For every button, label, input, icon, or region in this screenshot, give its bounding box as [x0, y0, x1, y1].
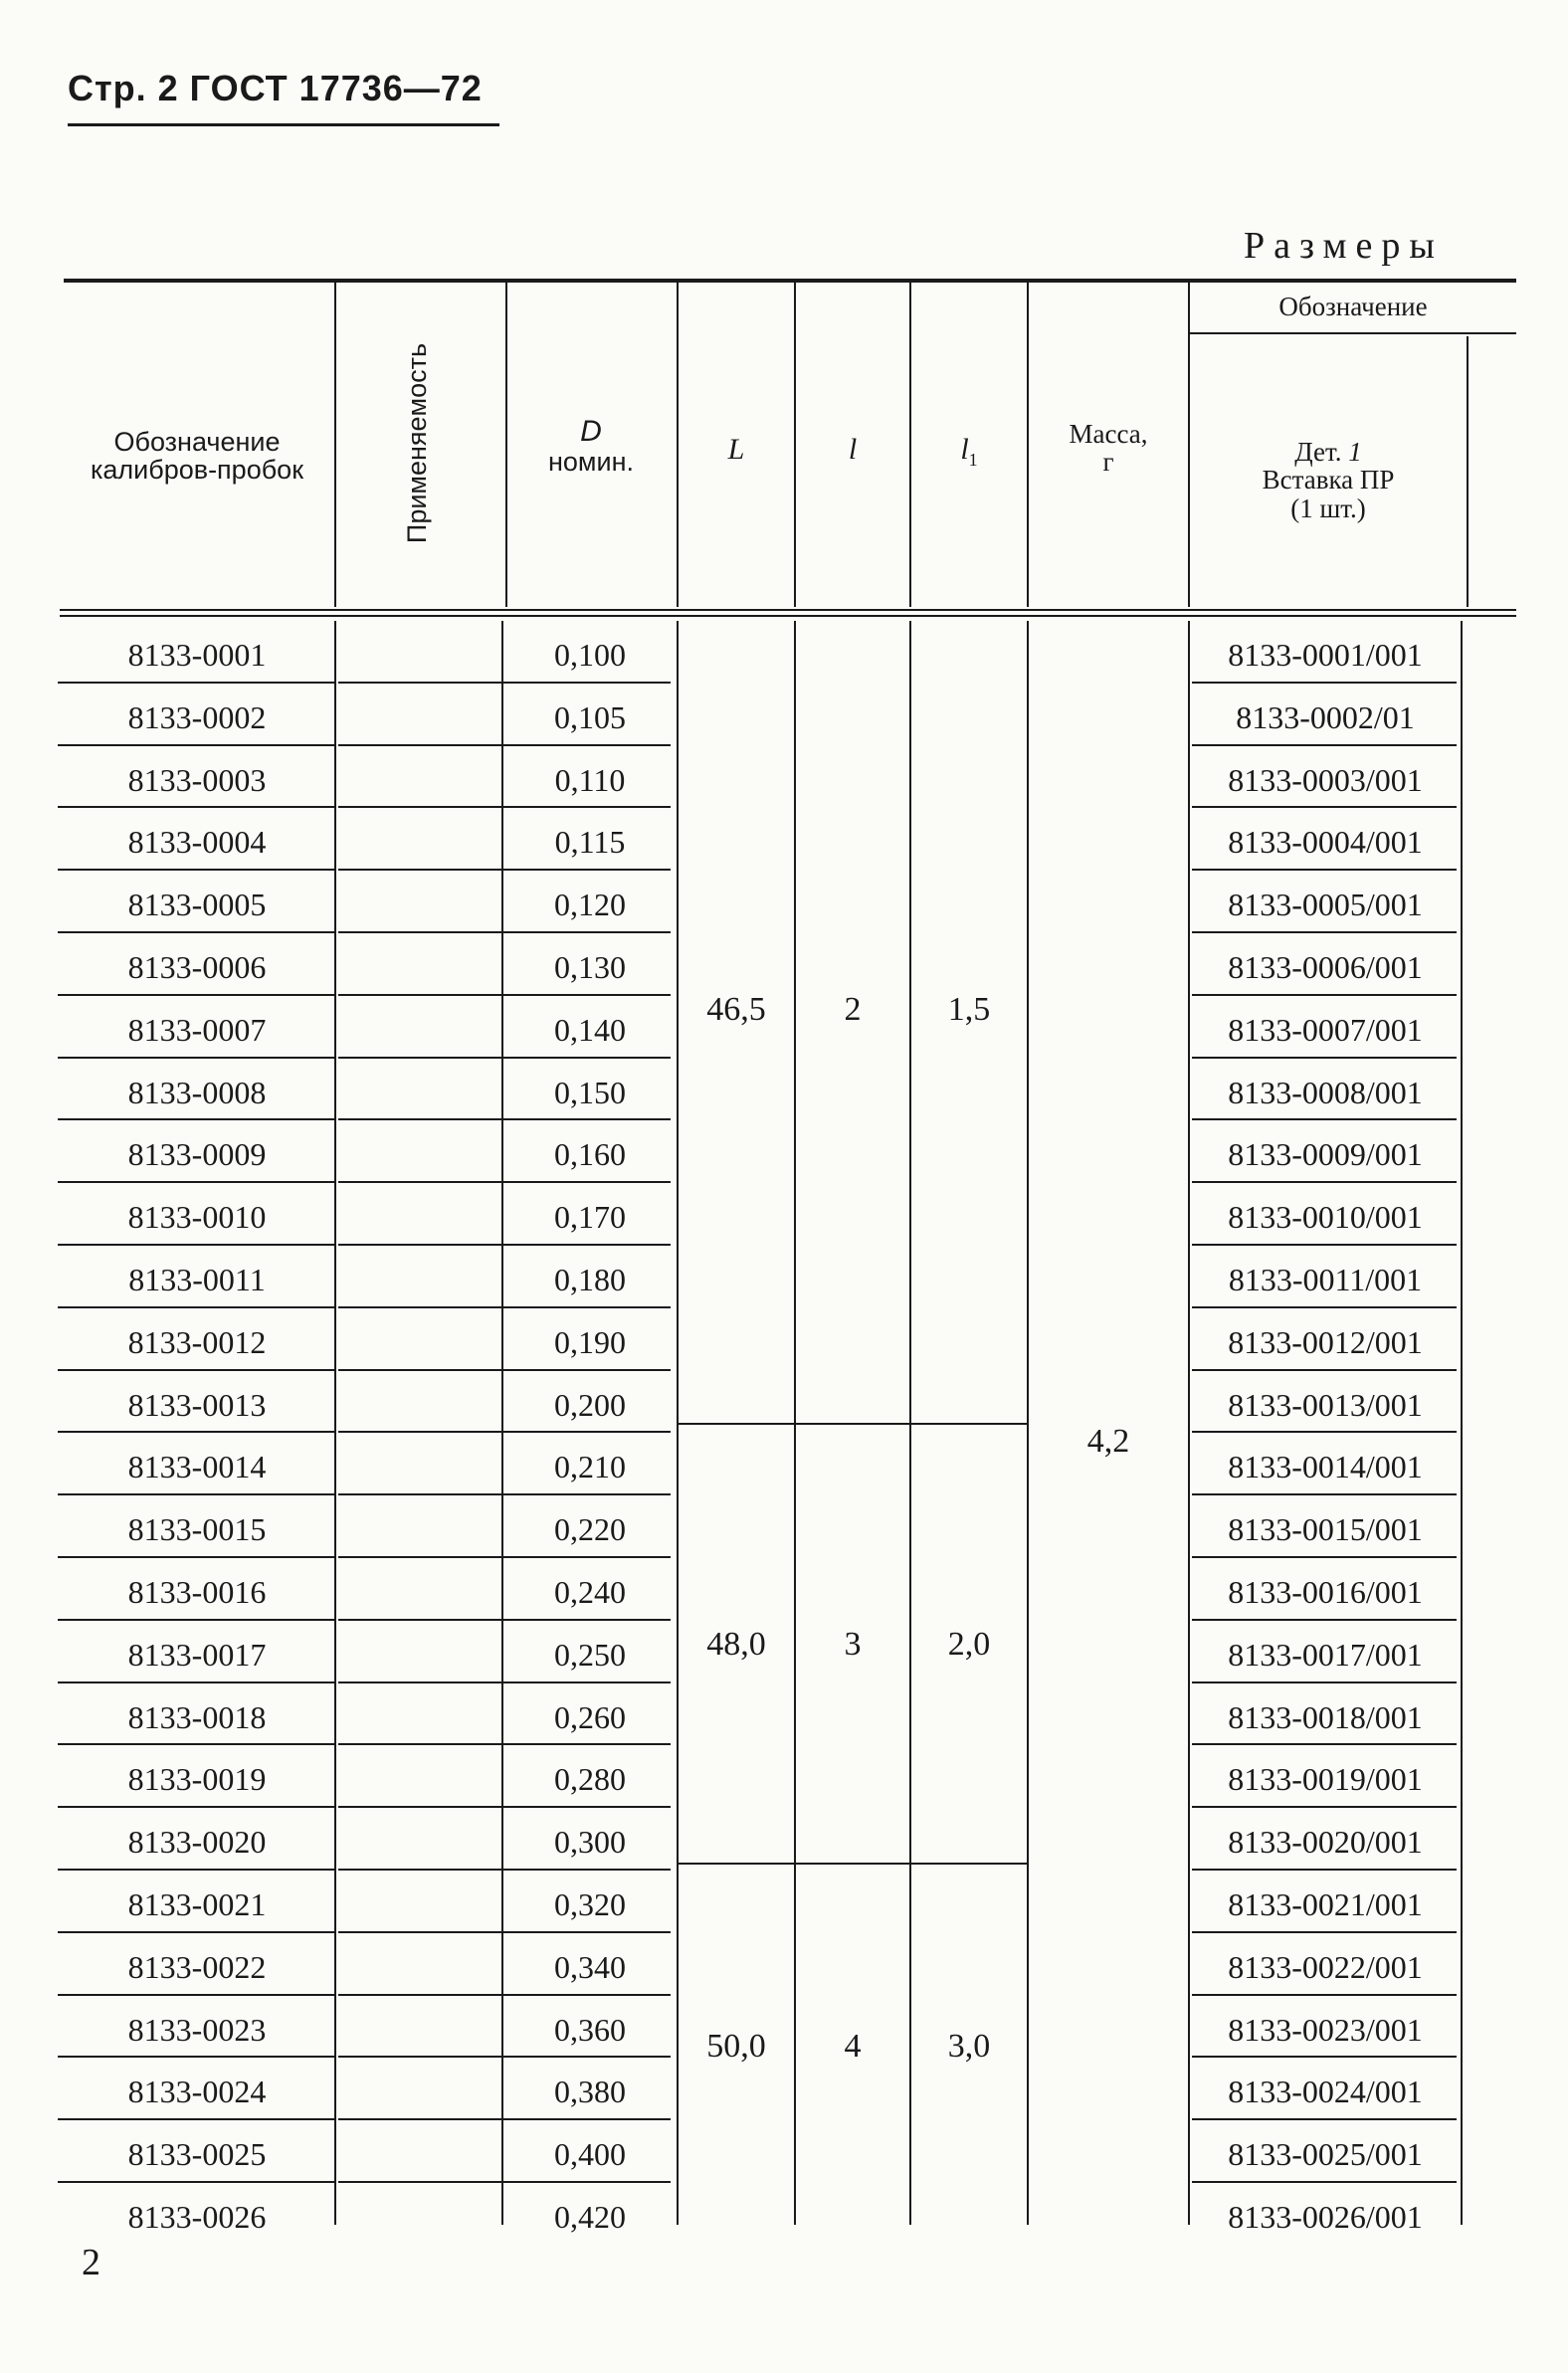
- row-rule: [338, 682, 501, 684]
- row-code: 8133-0025: [127, 2136, 267, 2173]
- row-rule: [338, 869, 501, 871]
- row-part: 8133-0007/001: [1228, 1011, 1423, 1048]
- row-rule: [58, 1743, 334, 1745]
- row-rule: [58, 1244, 334, 1246]
- row-part: 8133-0023/001: [1228, 2011, 1423, 2048]
- row-rule: [503, 1806, 671, 1808]
- row-d: 0,420: [554, 2199, 626, 2235]
- header-divider: [1467, 336, 1469, 607]
- row-rule: [338, 1181, 501, 1183]
- table-top-rule: [64, 279, 1516, 283]
- row-rule: [338, 806, 501, 808]
- row-rule: [58, 1556, 334, 1558]
- row-part: 8133-0008/001: [1228, 1074, 1423, 1110]
- row-rule: [338, 1994, 501, 1996]
- row-rule: [503, 1369, 671, 1371]
- col-divider-mass: [1027, 621, 1029, 2225]
- row-rule: [58, 2056, 334, 2058]
- row-d: 0,130: [554, 949, 626, 985]
- row-rule: [58, 1994, 334, 1996]
- row-rule: [338, 1369, 501, 1371]
- row-code: 8133-0002: [127, 698, 267, 735]
- row-code: 8133-0020: [127, 1824, 267, 1861]
- row-d: 0,140: [554, 1011, 626, 1048]
- row-rule: [1192, 682, 1457, 684]
- row-d: 0,340: [554, 1948, 626, 1985]
- mass-value: 4,2: [1086, 1423, 1130, 1460]
- col-divider-part-right: [1461, 621, 1463, 2225]
- row-rule: [1192, 1181, 1457, 1183]
- row-rule: [503, 682, 671, 684]
- row-code: 8133-0016: [127, 1574, 267, 1610]
- row-rule: [503, 1118, 671, 1120]
- row-rule: [1192, 1369, 1457, 1371]
- group-3-L: 50,0: [706, 2028, 766, 2065]
- col-divider-applicability: [334, 621, 336, 2225]
- row-rule: [338, 1806, 501, 1808]
- row-code: 8133-0001: [127, 637, 267, 673]
- row-rule: [58, 1806, 334, 1808]
- row-code: 8133-0023: [127, 2011, 267, 2048]
- row-rule: [58, 1869, 334, 1871]
- row-rule: [58, 2181, 334, 2183]
- row-part: 8133-0013/001: [1228, 1386, 1423, 1423]
- row-part: 8133-0004/001: [1228, 824, 1423, 861]
- row-rule: [1192, 1244, 1457, 1246]
- row-rule: [58, 1057, 334, 1059]
- row-rule: [503, 1869, 671, 1871]
- row-rule: [1192, 806, 1457, 808]
- row-code: 8133-0026: [127, 2199, 267, 2235]
- row-part: 8133-0006/001: [1228, 949, 1423, 985]
- group-2-l1: 2,0: [947, 1626, 991, 1663]
- row-rule: [338, 2056, 501, 2058]
- row-code: 8133-0013: [127, 1386, 267, 1423]
- row-rule: [503, 1244, 671, 1246]
- header-L: L: [727, 433, 745, 466]
- row-rule: [1192, 869, 1457, 871]
- group-1-l: 2: [844, 991, 862, 1028]
- row-d: 0,105: [554, 698, 626, 735]
- row-part: 8133-0005/001: [1228, 887, 1423, 923]
- row-rule: [503, 1931, 671, 1933]
- row-d: 0,280: [554, 1761, 626, 1798]
- row-rule: [503, 869, 671, 871]
- row-part: 8133-0009/001: [1228, 1136, 1423, 1173]
- row-rule: [58, 1681, 334, 1683]
- row-rule: [58, 1369, 334, 1371]
- row-part: 8133-0011/001: [1228, 1262, 1423, 1297]
- row-rule: [58, 1931, 334, 1933]
- row-rule: [1192, 1806, 1457, 1808]
- row-rule: [1192, 744, 1457, 746]
- row-d: 0,360: [554, 2011, 626, 2048]
- row-code: 8133-0003: [127, 761, 267, 798]
- row-rule: [1192, 1306, 1457, 1308]
- group-separator: [677, 1423, 1027, 1425]
- row-rule: [58, 1619, 334, 1621]
- row-rule: [1192, 1869, 1457, 1871]
- row-code: 8133-0008: [127, 1074, 267, 1110]
- row-code: 8133-0024: [127, 2074, 267, 2110]
- page-header: Стр. 2 ГОСТ 17736—72: [68, 68, 483, 108]
- row-code: 8133-0009: [127, 1136, 267, 1173]
- row-d: 0,300: [554, 1824, 626, 1861]
- row-rule: [338, 1306, 501, 1308]
- row-rule: [1192, 994, 1457, 996]
- header-group-designation: Обозначение: [1278, 292, 1428, 321]
- row-code: 8133-0012: [127, 1323, 267, 1360]
- row-code: 8133-0021: [127, 1886, 267, 1922]
- row-part: 8133-0002/01: [1236, 698, 1415, 735]
- col-divider-d: [501, 621, 503, 2225]
- row-d: 0,250: [554, 1636, 626, 1673]
- row-rule: [503, 2118, 671, 2120]
- row-rule: [1192, 1118, 1457, 1120]
- row-rule: [58, 994, 334, 996]
- row-d: 0,120: [554, 887, 626, 923]
- group-2-l: 3: [844, 1626, 862, 1663]
- row-part: 8133-0025/001: [1228, 2136, 1423, 2173]
- row-part: 8133-0017/001: [1228, 1636, 1423, 1673]
- row-rule: [58, 1118, 334, 1120]
- row-part: 8133-0020/001: [1228, 1824, 1423, 1861]
- row-rule: [503, 1431, 671, 1433]
- row-part: 8133-0016/001: [1228, 1574, 1423, 1610]
- row-rule: [1192, 2056, 1457, 2058]
- group-separator: [677, 1863, 1027, 1865]
- row-rule: [1192, 1994, 1457, 1996]
- row-rule: [338, 1057, 501, 1059]
- header-l: l: [848, 433, 858, 466]
- row-rule: [338, 2118, 501, 2120]
- row-rule: [1192, 1493, 1457, 1495]
- row-part: 8133-0015/001: [1228, 1511, 1423, 1548]
- group-2-L: 48,0: [706, 1626, 766, 1663]
- row-d: 0,200: [554, 1386, 626, 1423]
- row-code: 8133-0022: [127, 1948, 267, 1985]
- row-d: 0,210: [554, 1449, 626, 1485]
- row-rule: [503, 1181, 671, 1183]
- row-rule: [1192, 1743, 1457, 1745]
- header-bottom-rule: [60, 609, 1516, 611]
- row-code: 8133-0019: [127, 1761, 267, 1798]
- row-rule: [1192, 1931, 1457, 1933]
- row-rule: [503, 994, 671, 996]
- row-rule: [58, 682, 334, 684]
- row-code: 8133-0010: [127, 1199, 267, 1236]
- row-d: 0,160: [554, 1136, 626, 1173]
- row-d: 0,240: [554, 1574, 626, 1610]
- row-rule: [338, 931, 501, 933]
- row-rule: [338, 1681, 501, 1683]
- col-divider-part-left: [1188, 621, 1190, 2225]
- header-applicability: Применяемость: [402, 342, 433, 543]
- row-d: 0,400: [554, 2136, 626, 2173]
- row-rule: [503, 1306, 671, 1308]
- row-rule: [1192, 1431, 1457, 1433]
- row-rule: [58, 869, 334, 871]
- header-rule: [68, 123, 499, 126]
- row-d: 0,110: [554, 761, 626, 798]
- row-rule: [1192, 2118, 1457, 2120]
- row-rule: [1192, 1619, 1457, 1621]
- group-header-rule: [1190, 332, 1516, 334]
- header-d-nominal: D номин.: [548, 415, 634, 477]
- row-rule: [503, 1619, 671, 1621]
- row-d: 0,100: [554, 637, 626, 673]
- row-rule: [338, 1931, 501, 1933]
- row-part: 8133-0024/001: [1228, 2074, 1423, 2110]
- row-rule: [503, 744, 671, 746]
- row-rule: [58, 744, 334, 746]
- header-mass: Масса, г: [1069, 419, 1148, 478]
- header-part: Дет. 1 Вставка ПР (1 шт.): [1262, 437, 1395, 523]
- row-code: 8133-0006: [127, 949, 267, 985]
- row-d: 0,220: [554, 1511, 626, 1548]
- row-code: 8133-0007: [127, 1011, 267, 1048]
- row-part: 8133-0019/001: [1228, 1761, 1423, 1798]
- row-rule: [338, 1619, 501, 1621]
- row-rule: [338, 2181, 501, 2183]
- row-rule: [338, 1743, 501, 1745]
- section-title: Размеры: [1244, 225, 1444, 267]
- row-rule: [503, 1743, 671, 1745]
- row-rule: [338, 1493, 501, 1495]
- header-designation: Обозначение калибров-пробок: [90, 427, 304, 486]
- row-rule: [503, 2181, 671, 2183]
- row-code: 8133-0004: [127, 824, 267, 861]
- row-rule: [503, 931, 671, 933]
- row-part: 8133-0022/001: [1228, 1948, 1423, 1985]
- row-rule: [1192, 2181, 1457, 2183]
- row-rule: [503, 1681, 671, 1683]
- row-part: 8133-0021/001: [1228, 1886, 1423, 1922]
- row-rule: [338, 1556, 501, 1558]
- row-d: 0,150: [554, 1074, 626, 1110]
- row-rule: [338, 744, 501, 746]
- row-rule: [503, 806, 671, 808]
- row-rule: [1192, 1057, 1457, 1059]
- row-rule: [58, 1306, 334, 1308]
- group-3-l1: 3,0: [947, 2028, 991, 2065]
- header-bottom-rule-2: [60, 615, 1516, 617]
- row-rule: [58, 931, 334, 933]
- row-part: 8133-0018/001: [1228, 1698, 1423, 1735]
- row-d: 0,190: [554, 1323, 626, 1360]
- row-part: 8133-0012/001: [1228, 1323, 1423, 1360]
- row-code: 8133-0017: [127, 1636, 267, 1673]
- row-rule: [1192, 1681, 1457, 1683]
- row-part: 8133-0014/001: [1228, 1449, 1423, 1485]
- row-rule: [338, 1244, 501, 1246]
- row-code: 8133-0014: [127, 1449, 267, 1485]
- row-rule: [503, 1994, 671, 1996]
- row-d: 0,115: [554, 824, 626, 861]
- page-number: 2: [82, 2242, 100, 2283]
- row-rule: [58, 1431, 334, 1433]
- header-l1: $l_1$: [960, 433, 978, 470]
- row-rule: [58, 1181, 334, 1183]
- group-1-l1: 1,5: [947, 991, 991, 1028]
- row-rule: [338, 1118, 501, 1120]
- row-d: 0,320: [554, 1886, 626, 1922]
- row-rule: [1192, 931, 1457, 933]
- row-part: 8133-0026/001: [1228, 2199, 1423, 2235]
- row-rule: [503, 1493, 671, 1495]
- row-rule: [338, 994, 501, 996]
- row-part: 8133-0001/001: [1228, 637, 1423, 673]
- row-rule: [338, 1869, 501, 1871]
- group-3-l: 4: [844, 2028, 862, 2065]
- row-d: 0,170: [554, 1199, 626, 1236]
- row-rule: [503, 1556, 671, 1558]
- row-code: 8133-0018: [127, 1698, 267, 1735]
- row-rule: [503, 2056, 671, 2058]
- row-rule: [1192, 1556, 1457, 1558]
- row-rule: [58, 1493, 334, 1495]
- group-1-L: 46,5: [706, 991, 766, 1028]
- row-code: 8133-0005: [127, 887, 267, 923]
- row-code: 8133-0011: [128, 1262, 266, 1297]
- row-part: 8133-0003/001: [1228, 761, 1423, 798]
- row-d: 0,180: [554, 1262, 626, 1297]
- row-rule: [338, 1431, 501, 1433]
- row-rule: [503, 1057, 671, 1059]
- row-part: 8133-0010/001: [1228, 1199, 1423, 1236]
- row-code: 8133-0015: [127, 1511, 267, 1548]
- row-d: 0,380: [554, 2074, 626, 2110]
- row-d: 0,260: [554, 1698, 626, 1735]
- row-rule: [58, 806, 334, 808]
- row-rule: [58, 2118, 334, 2120]
